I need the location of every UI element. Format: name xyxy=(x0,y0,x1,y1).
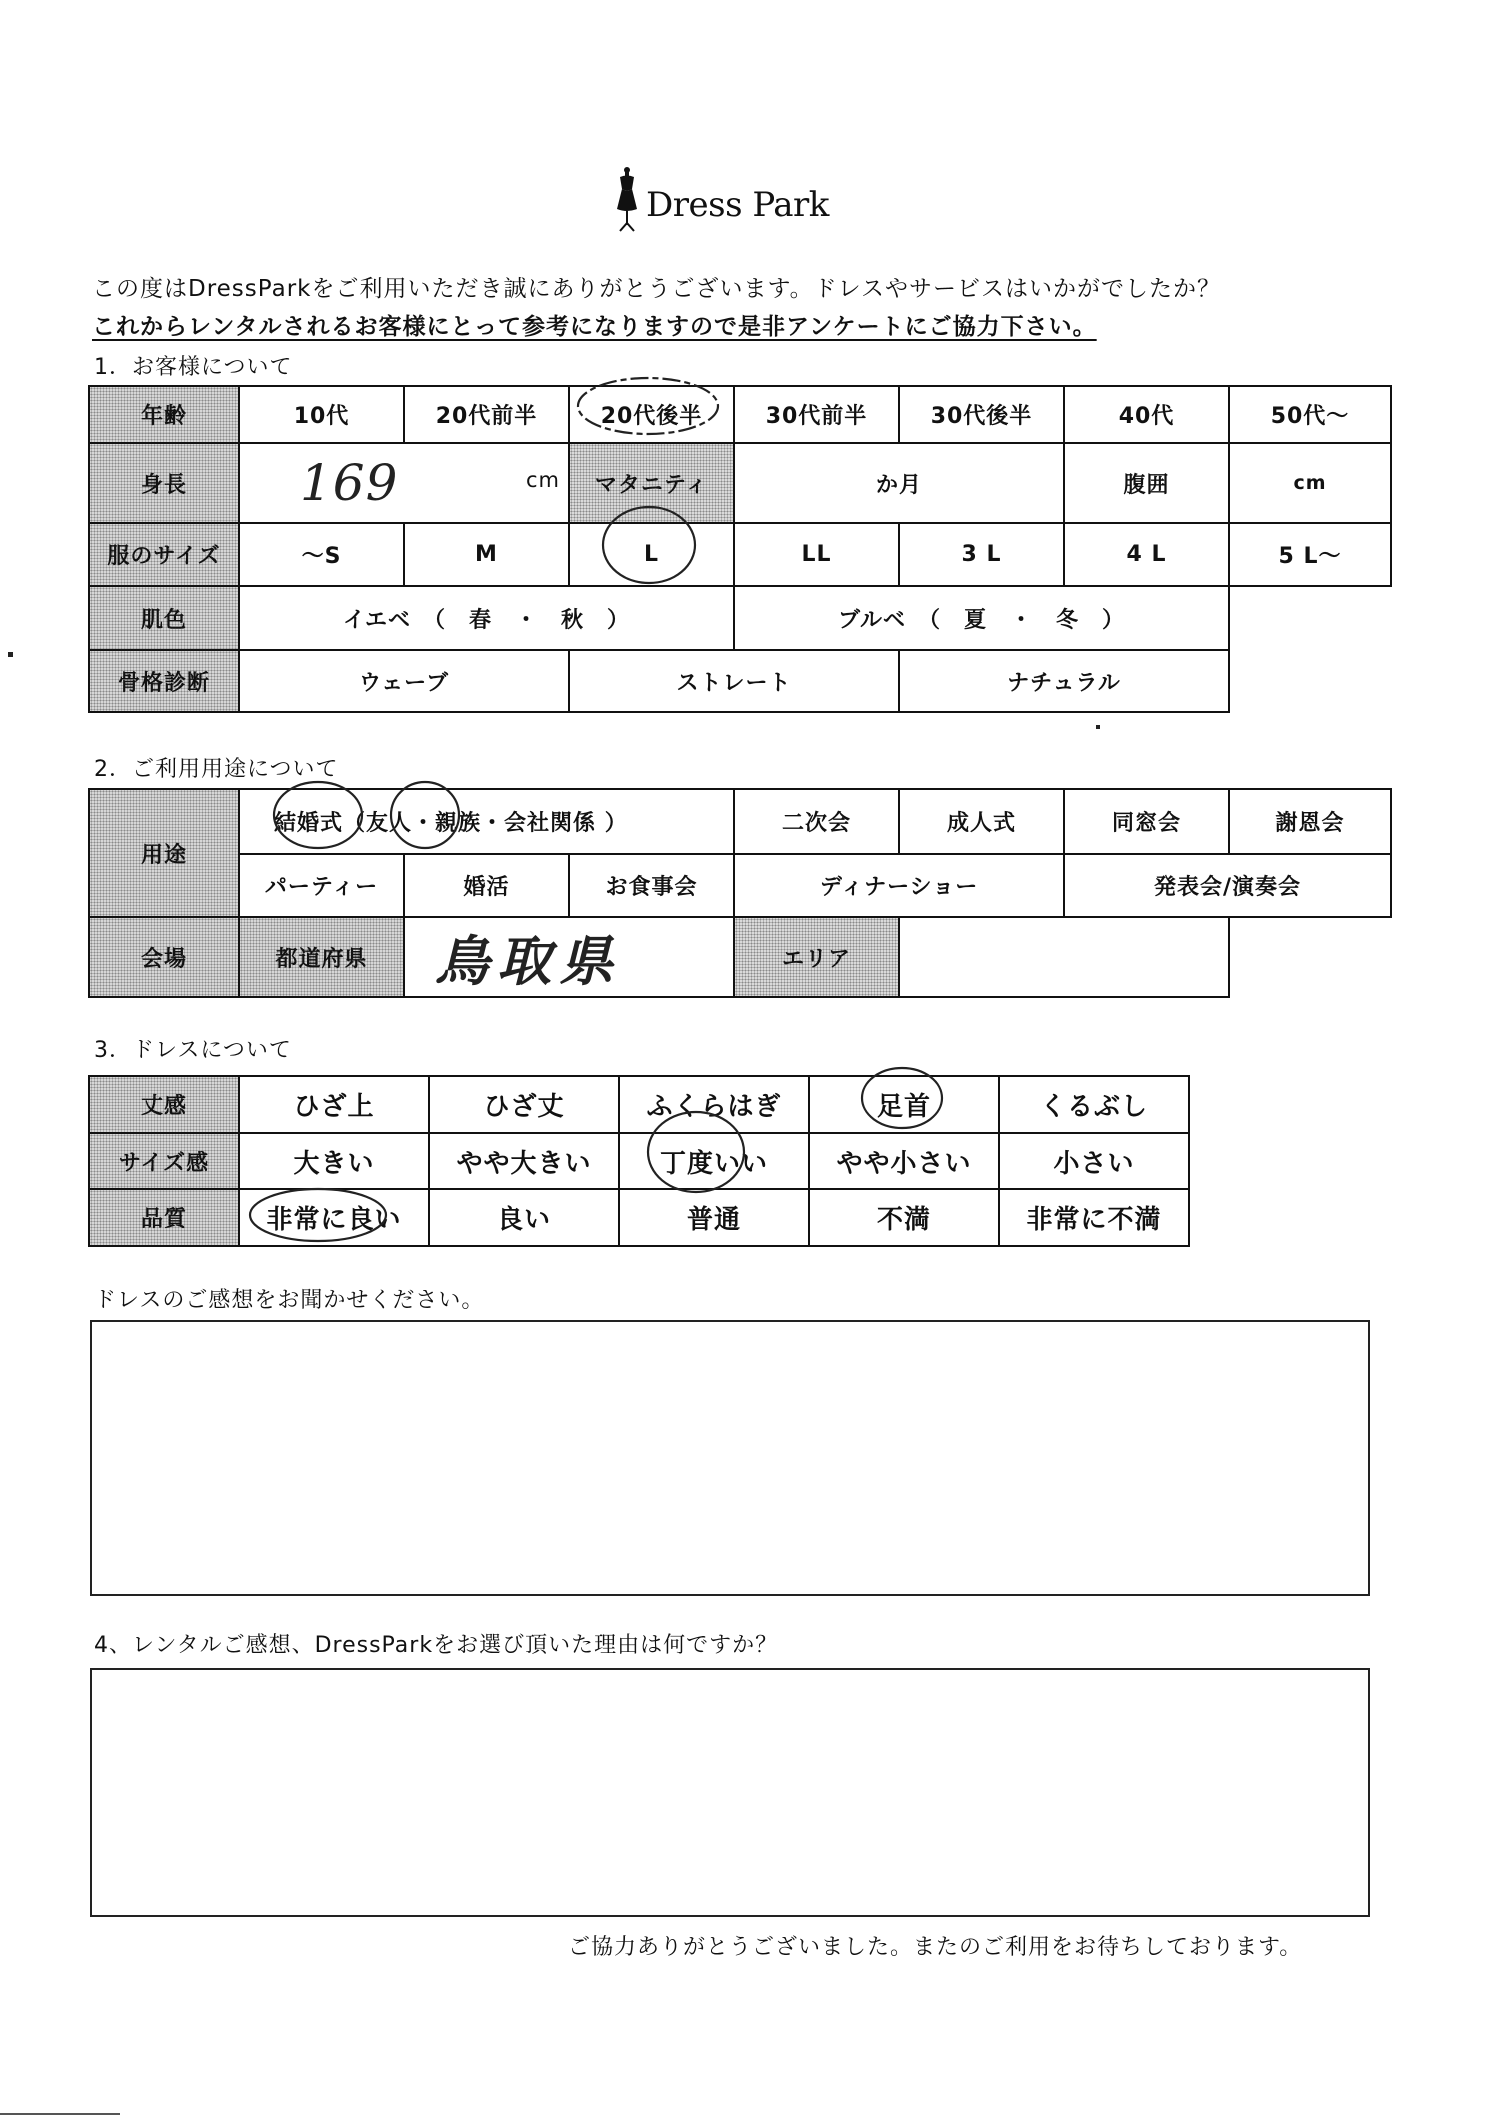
reason-comments-box[interactable] xyxy=(90,1668,1370,1917)
area-value[interactable] xyxy=(899,917,1229,997)
purpose-label: 用途 xyxy=(89,789,239,917)
section-4-title: 4、レンタルご感想、DressParkをお選び頂いた理由は何ですか？ xyxy=(94,1633,779,1658)
section-1-title: 1．お客様について xyxy=(94,355,293,380)
maternity-month-unit: か月 xyxy=(875,472,922,498)
purpose-row-1 xyxy=(89,789,1391,854)
age-option-early-20s[interactable]: 20代前半 xyxy=(404,386,569,443)
intro-line-1: この度はDressParkをご利用いただき誠にありがとうございます。ドレスやサービスはいかがでしたか？ xyxy=(92,276,1221,302)
skin-yellow-base[interactable]: イエベ （ 春 ・ 秋 ） xyxy=(239,586,734,650)
dress-comments-prompt: ドレスのご感想をお聞かせください。 xyxy=(94,1288,485,1313)
frame-option-wave[interactable]: ウェーブ xyxy=(239,650,569,712)
fit-option-just-right[interactable]: 丁度いい xyxy=(619,1133,809,1189)
quality-label: 品質 xyxy=(89,1189,239,1246)
purpose-party[interactable]: パーティー xyxy=(239,854,404,917)
dress-table xyxy=(88,1075,1190,1247)
section-3-title: 3．ドレスについて xyxy=(94,1038,292,1063)
purpose-thanks-party[interactable]: 謝恩会 xyxy=(1229,789,1391,854)
age-option-10s[interactable]: 10代 xyxy=(239,386,404,443)
scan-speck xyxy=(8,652,13,657)
skin-label: 肌色 xyxy=(89,586,239,650)
purpose-relatives-text: ・親族・会社関係 ） xyxy=(412,811,628,836)
length-row xyxy=(89,1076,1189,1133)
height-label: 身長 xyxy=(89,443,239,523)
height-unit: cm xyxy=(525,468,560,492)
height-row xyxy=(89,443,1391,523)
quality-row xyxy=(89,1189,1189,1246)
skin-row xyxy=(89,586,1391,650)
intro-line-2: これからレンタルされるお客様にとって参考になりますので是非アンケートにご協力下さい。 xyxy=(92,314,1097,340)
fit-option-small[interactable]: 小さい xyxy=(999,1133,1189,1189)
maternity-label: マタニティ xyxy=(569,443,734,523)
purpose-row-2 xyxy=(89,854,1391,917)
age-label: 年齢 xyxy=(89,386,239,443)
dresspark-logo xyxy=(612,165,852,235)
logo-wordmark: Dress Park xyxy=(646,185,829,225)
waist-unit: cm xyxy=(1293,472,1327,494)
scan-speck xyxy=(1096,725,1100,729)
purpose-afterparty[interactable]: 二次会 xyxy=(734,789,899,854)
purpose-recital[interactable]: 発表会/演奏会 xyxy=(1064,854,1391,917)
frame-option-natural[interactable]: ナチュラル xyxy=(899,650,1229,712)
quality-option-good[interactable]: 良い xyxy=(429,1189,619,1246)
closing-message: ご協力ありがとうございました。またのご利用をお待ちしております。 xyxy=(568,1935,1303,1960)
age-option-late-20s[interactable]: 20代後半 xyxy=(569,386,734,443)
size-option-l[interactable]: L xyxy=(569,523,734,586)
length-option-calf[interactable]: ふくらはぎ xyxy=(619,1076,809,1133)
age-option-late-30s[interactable]: 30代後半 xyxy=(899,386,1064,443)
skin-blue-base[interactable]: ブルベ （ 夏 ・ 冬 ） xyxy=(734,586,1229,650)
quality-option-unsatisfied[interactable]: 不満 xyxy=(809,1189,999,1246)
dress-form-icon xyxy=(612,165,642,235)
purpose-wedding[interactable] xyxy=(239,789,734,854)
maternity-months-field[interactable] xyxy=(734,443,1064,523)
height-field[interactable] xyxy=(239,443,569,523)
purpose-wedding-text: 結婚式（ xyxy=(274,811,367,836)
venue-row xyxy=(89,917,1391,997)
length-label: 丈感 xyxy=(89,1076,239,1133)
venue-label: 会場 xyxy=(89,917,239,997)
waist-label: 腹囲 xyxy=(1064,443,1229,523)
prefecture-value[interactable]: 鳥取県 xyxy=(404,917,734,997)
usage-table xyxy=(88,788,1392,998)
fit-option-large[interactable]: 大きい xyxy=(239,1133,429,1189)
size-option-ll[interactable]: LL xyxy=(734,523,899,586)
section-2-title: 2．ご利用用途について xyxy=(94,757,339,782)
length-option-ankle-bone[interactable]: くるぶし xyxy=(999,1076,1189,1133)
fit-label: サイズ感 xyxy=(89,1133,239,1189)
quality-option-average[interactable]: 普通 xyxy=(619,1189,809,1246)
scan-edge-line xyxy=(0,2113,120,2115)
frame-label: 骨格診断 xyxy=(89,650,239,712)
prefecture-label: 都道府県 xyxy=(239,917,404,997)
quality-option-very-unsatisfied[interactable]: 非常に不満 xyxy=(999,1189,1189,1246)
area-label: エリア xyxy=(734,917,899,997)
purpose-friend-text: 友人 xyxy=(366,811,413,836)
size-option-m[interactable]: M xyxy=(404,523,569,586)
age-row xyxy=(89,386,1391,443)
size-option-4l[interactable]: 4 L xyxy=(1064,523,1229,586)
age-option-early-30s[interactable]: 30代前半 xyxy=(734,386,899,443)
purpose-reunion[interactable]: 同窓会 xyxy=(1064,789,1229,854)
size-option-s[interactable]: ～S xyxy=(239,523,404,586)
age-option-50s[interactable]: 50代～ xyxy=(1229,386,1391,443)
quality-option-very-good[interactable]: 非常に良い xyxy=(239,1189,429,1246)
frame-row xyxy=(89,650,1391,712)
height-value: 169 xyxy=(300,454,399,512)
frame-option-straight[interactable]: ストレート xyxy=(569,650,899,712)
size-option-3l[interactable]: 3 L xyxy=(899,523,1064,586)
fit-row xyxy=(89,1133,1189,1189)
purpose-matchmaking[interactable]: 婚活 xyxy=(404,854,569,917)
size-option-5l[interactable]: 5 L～ xyxy=(1229,523,1391,586)
size-label: 服のサイズ xyxy=(89,523,239,586)
fit-option-slightly-small[interactable]: やや小さい xyxy=(809,1133,999,1189)
purpose-coming-of-age[interactable]: 成人式 xyxy=(899,789,1064,854)
fit-option-slightly-large[interactable]: やや大きい xyxy=(429,1133,619,1189)
age-option-40s[interactable]: 40代 xyxy=(1064,386,1229,443)
purpose-dinner-show[interactable]: ディナーショー xyxy=(734,854,1064,917)
length-option-knee[interactable]: ひざ丈 xyxy=(429,1076,619,1133)
length-option-above-knee[interactable]: ひざ上 xyxy=(239,1076,429,1133)
purpose-dinner[interactable]: お食事会 xyxy=(569,854,734,917)
waist-field[interactable] xyxy=(1229,443,1391,523)
size-row xyxy=(89,523,1391,586)
customer-info-table xyxy=(88,385,1392,713)
length-option-ankle[interactable]: 足首 xyxy=(809,1076,999,1133)
dress-comments-box[interactable] xyxy=(90,1320,1370,1596)
